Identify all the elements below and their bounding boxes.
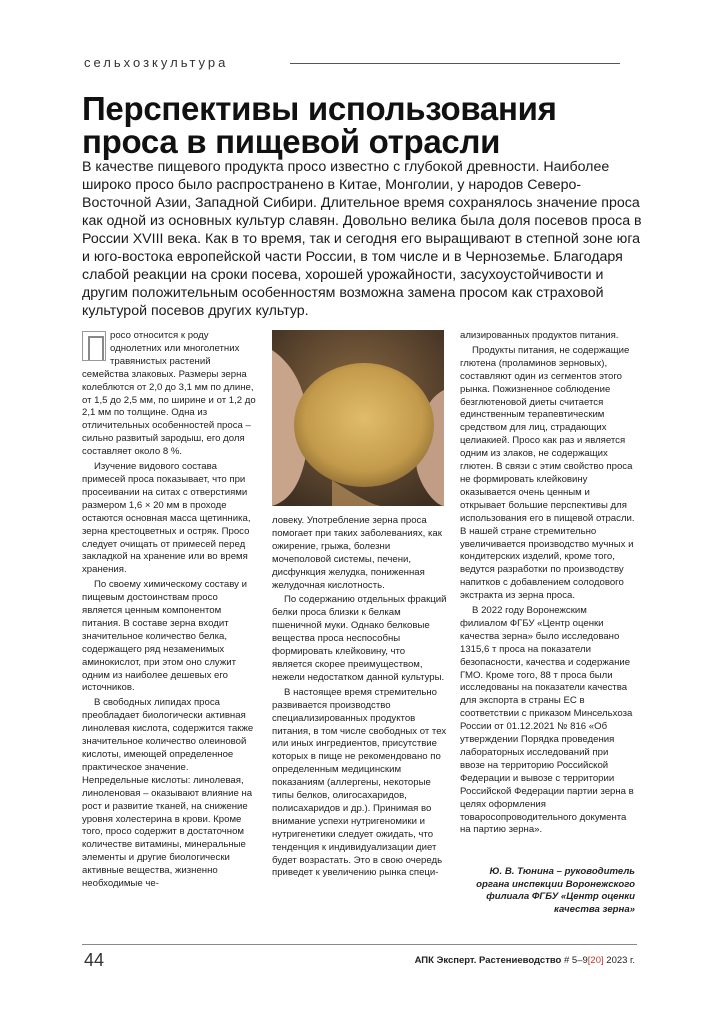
page-number: 44	[84, 950, 105, 970]
article-lead: В качестве пищевого продукта просо известно с глубокой древности. Наиболее широко просо было распространено в Китае, Монголии, у народов Северо-Восточной Азии, Западной Сибири. Длительное время сохранялось значение проса как одной из основных культур славян. Довольно велика была доля посевов проса в России XVIII века. Как в то время, так и сегодня его выращивают в степной зоне юга и юго-востока европейской части России, в том числе и в Черноземье. Благодаря слабой реакции на сроки посева, хорошей урожайности, засухоустойчивости и другим положительным особенностям возможна замена просом как страховой культурой посевов других культур.	[82, 159, 642, 319]
paragraph: По содержанию отдельных фракций белки проса близки к белкам пшеничной муки. Однако белковые вещества проса неспособны формировать клейковину, что является скорее преимуществом, нежели недостатком данной культуры.	[272, 594, 447, 683]
issue-year: 2023 г.	[606, 955, 635, 966]
paragraph: Изучение видового состава примесей проса показывает, что при просеивании на ситах с отверстиями размером 1,6 × 20 мм в проходе остаются основная масса щетинника, зерна крестоцветных и остряк. Просо следует очищать от примесей перед закладкой на хранение или во время хранения.	[82, 461, 251, 576]
text-column-1	[82, 330, 257, 893]
journal-name: АПК Эксперт. Растениеводство	[414, 955, 562, 966]
paragraph: В настоящее время стремительно развивается производство специализированных продуктов питания, в том числе свободных от тех или иных ингредиентов, присутствие которых в пище не рекомендовано по определенным медицинским показаниям (аллергены, некоторые типы белков, олигосахаридов, полисахаридов и др.). Принимая во внимание успехи нутригеномики и нутригенетики следует ожидать, что тенденция к индивидуализации диет будет возрастать. Это в свою очередь приведет к увеличению рынка специ-	[272, 686, 447, 879]
paragraph: В 2022 году Воронежским филиалом ФГБУ «Центр оценки качества зерна» было исследовано 1315,6 т проса на показатели безопасности, качества и содержание ГМО. Кроме того, 88 т проса были исследованы на показатели качества для экспорта в страны ЕС в соответствии с приказом Минсельхоза России от 01.12.2021 № 816 «Об утверждении Порядка проведения лабораторных исследований при ввозе на территорию Российской Федерации и вывозе с территории Российской Федерации партии зерна в целях оформления товаросопроводительного документа на партию зерна».	[460, 605, 634, 836]
text-column-3	[460, 330, 635, 839]
paragraph: По своему химическому составу и пищевым достоинствам просо является ценным компонентом питания. В составе зерна входит значительное количество белка, содержащего ряд незаменимых аминокислот, при этом оно служит одним из наиболее дешевых его источников.	[82, 579, 247, 694]
text-column-2	[272, 515, 447, 882]
paragraph: В свободных липидах проса преобладает биологически активная линолевая кислота, содержится также значительное количество олеиновой кислоты, имеющей определенное практическое значение. Непредельные кислоты: линолевая, линоленовая – оказывают влияние на рост и развитие тканей, на снижение уровня холестерина в крови. Кроме того, просо содержит в достаточном количестве витамины, минеральные элементы и другие биологически активные вещества, жизненно необходимые че-	[82, 697, 254, 890]
millet-hands-image	[272, 330, 444, 506]
issue-bracket: [20]	[587, 955, 604, 966]
section-rubric: сельхозкультура	[84, 55, 229, 70]
footer-divider	[82, 944, 637, 945]
paragraph: росо относится к роду однолетних или многолетних травянистых растений семейства злаковых. Размеры зерна колеблются от 2,0 до 3,1 мм по длине, от 1,5 до 2,5 мм, по ширине и от 1,2 до 2,1 мм по толщине. Одна из отличительных особенностей проса – сильно развитый зародыш, его доля составляет около 8 %.	[82, 330, 256, 458]
millet-grain-photo	[272, 330, 444, 506]
journal-footer	[415, 955, 635, 966]
paragraph: ализированных продуктов питания.	[460, 330, 619, 341]
rubric-divider	[290, 63, 620, 64]
paragraph: Продукты питания, не содержащие глютена (проламинов зерновых), составляют один из сегментов этого рынка. Пожизненное соблюдение безглютеновой диеты считается единственным терапевтическим средством для лиц, страдающих целиакией. Просо как раз и является одним из злаков, не содержащих глютен. В связи с этим свойство проса не формировать клейковину оказывается очень ценным и открывает большие перспективы для использования его в пищевой отрасли. В нашей стране стремительно увеличивается производство мучных и кондитерских изделий, кроме того, ведутся разработки по производству напитков с добавлением солодового экстракта из зерна проса.	[460, 344, 635, 602]
article-title: Перспективы использования проса в пищевой отрасли	[82, 90, 557, 160]
author-signature: Ю. В. Тюнина – руководитель органа инспекции Воронежского филиала ФГБУ «Центр оценки качества зерна»	[476, 866, 635, 915]
issue-number: # 5–9	[564, 955, 588, 966]
drop-cap-icon	[82, 331, 106, 361]
paragraph: ловеку. Употребление зерна проса помогает при таких заболеваниях, как ожирение, грыжа, болезни мочеполовой системы, печени, дисфункция желудка, пониженная желудочная кислотность.	[272, 515, 442, 591]
